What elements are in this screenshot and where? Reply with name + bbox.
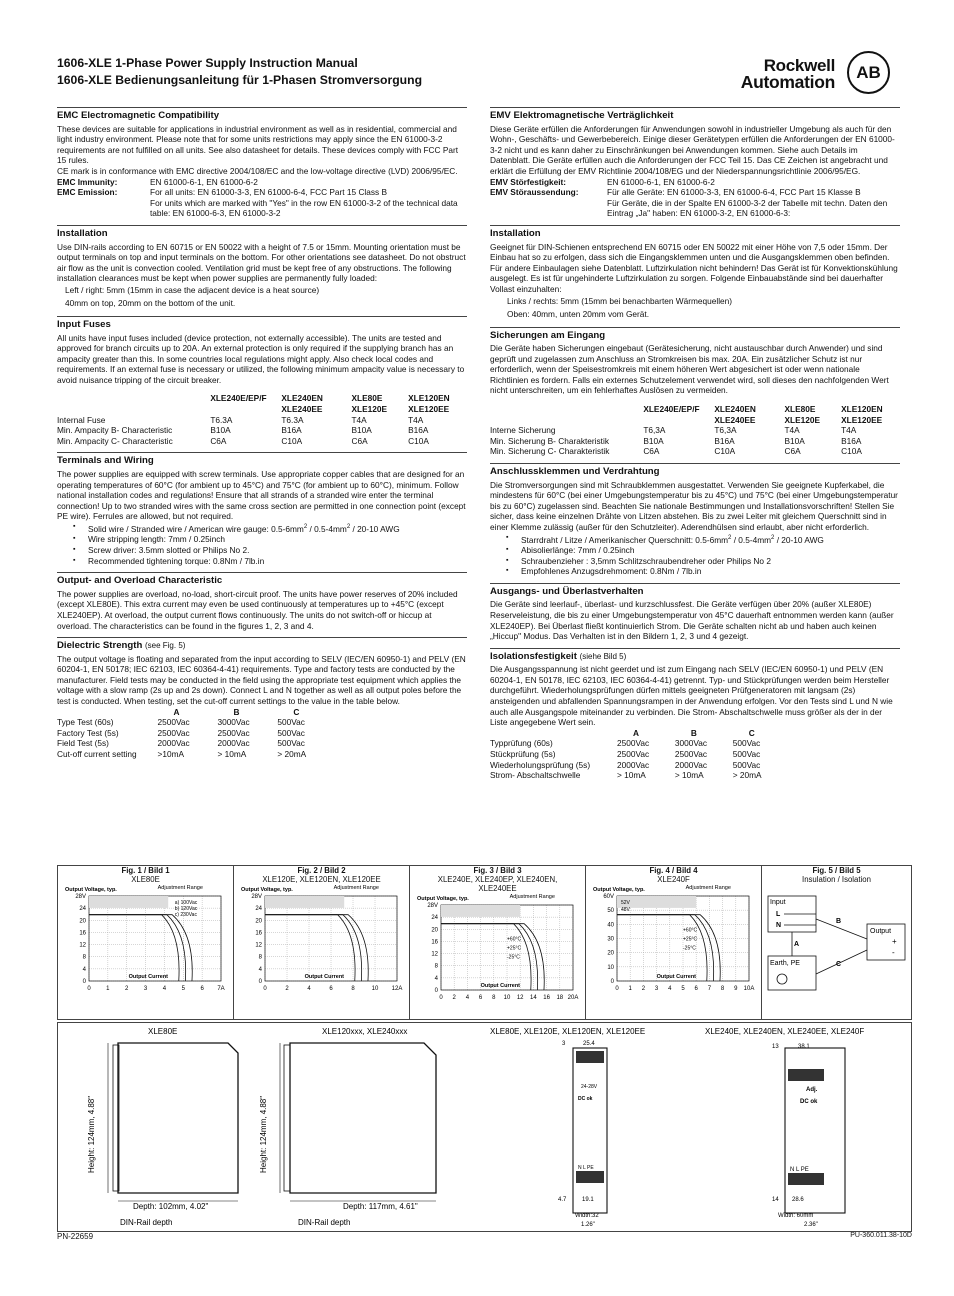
y-tick: 12 [254,942,262,949]
table-cell: 2000Vac [674,759,708,770]
table-cell: C10A [841,446,862,457]
table-cell: B16A [841,435,862,446]
list-item: ▪ Starrdraht / Litze / Amerikanischer Querschnitt: $0.5-6mm^2 / 0.5-4mm^2 / 20-10$ AWG [506,533,900,545]
x-tick: 0 [614,986,619,992]
svg-text:N L PE: N L PE [790,1167,809,1173]
table-header [490,404,643,425]
table-row [490,749,790,760]
table-row [490,446,900,457]
y-tick: 0 [610,979,614,985]
range-label: Adjustment Range [333,885,379,891]
y-axis-label: Output Voltage, typ. [416,896,469,902]
y-tick: 0 [434,988,438,994]
table-cell: > 10mA [617,770,646,781]
table-cell: T6.3A [210,414,233,425]
y-tick: 50 [606,908,614,915]
table-header: XLE120EN XLE120EE [841,404,883,425]
y-tick: 12 [430,951,438,958]
table-header [57,393,210,414]
figure-title: Fig. 4 / Bild 4 [649,866,698,875]
y-tick: 10 [606,964,614,971]
table-header [490,728,617,739]
svg-text:24-28V: 24-28V [581,1084,598,1090]
figure-title: Fig. 2 / Bild 2 [297,866,346,875]
table-cell: C6A [210,435,227,446]
list-item: ▪ Wire stripping length: 7mm / 0.25inch [73,534,467,545]
heading: EMC Electromagnetic Compatibility [57,110,220,121]
section-overload: Output- and Overload Characteristic The power supplies are overload, no-load, short-circuit proof. The units have power reserves of 20% included (except XLE80E). This extra current may even be used continuously at temperatures up to +45°C (except XLE240EP). At overload, the output current flows continuously. The units do not switch-off or hiccup at overload. The characteristics can be found in the figures 1, 2, 3 and 4. [57,572,467,631]
figures-row [57,865,912,1020]
y-axis-label: Output Voltage, typ. [592,887,645,893]
table-row [57,436,467,447]
section-emc: EMC Electromagnetic Compatibility These devices are suitable for applications in industrial environment as well as in residential, commercial and light industry environment. Please note that for some units restrictions may apply since the EN 61000-3-2 requirements are not fulfilled on all units. See also datasheet for details. These devices comply with FCC Part 15 rules. CE mark is in conformance with EMC directive 2004/108/EC and the low-voltage directive (LVD) 2006/95/EC. EMC Immunity: EN 61000-6-1, EN 61000-6-2 EMC Emission: For all units: EN 61000-3-3, EN 61000-6-4, FCC Part 15 Class B For units which are marked with "Yes" in the row EN 61000-3-2 of the technical data table: EN 61000-6-3, EN 61000-3-2 [57,107,467,219]
x-tick: 2 [452,995,456,1001]
svg-text:N L PE: N L PE [578,1165,594,1171]
y-tick: 60V [602,894,614,900]
x-axis-label: Output Current [480,983,520,989]
section-emc: EMV Elektromagnetische Verträglichkeit Diese Geräte erfüllen die Anforderungen für Anwendungen sowohl in industrieller Umgebung als auch für den Wohn-, Geschäfts- und Gewerbebereich. Einige dieser Gerätetypen erfüllen die Anforderungen der EN 61000-3-2 nicht und es kann daher zu Einschränkungen bei Anwendungen kommen. Siehe auch Details im Datenblatt. Die Geräte erfüllen auch die Anforderungen der FCC Teil 15. Das CE Zeichen ist angebracht und erklärt die Erfüllung der EMV Richtlinie 2004/108/EG und der Niederspannungsrichtlinie 2006/95/EG. EMV Störfestigkeit: EN 61000-6-1, EN 61000-6-2 EMV Störaussendung: Für alle Geräte: EN 61000-3-3, EN 61000-6-4, FCC Part 15 Klasse B Für Geräte, die in der Spalte EN 61000-3-2 der Tabelle mit techn. Daten den Eintrag „Ja" haben: EN 61000-3-2, EN 61000-6-3: [490,107,900,219]
x-tick: 6 [694,986,698,992]
title-en: 1606-XLE 1-Phase Power Supply Instruction Manual [57,56,358,70]
dielectric-table [490,728,790,781]
legend-entry: b) 120Vac [174,906,197,912]
x-tick: 18 [555,995,563,1001]
table-cell: C10A [408,435,429,446]
table-cell: 500Vac [732,749,761,760]
table-row [490,436,900,447]
table-cell: Internal Fuse [57,414,106,425]
curve-plot [413,893,583,1013]
table-header: XLE240EN XLE240EE [281,393,323,415]
temperature-label: -25°C [506,954,520,961]
curve-plot [589,884,759,1004]
insulation-diagram [764,884,909,994]
section-installation: Installation Geeignet für DIN-Schienen entsprechend EN 60715 oder EN 50022 mit einer Höhe von 7,5 oder 15mm. Der Einbau hat so zu erfolgen, dass sich die Eingangsklemmen unten und die Ausgangsklemmen oben befinden. Für andere Einbaulagen siehe Datenblatt. Luftzirkulation nicht behindern! Das Gerät ist für Konvektionskühlung ausgelegt. Es ist für ungehinderte Luftzirkulation zu sorgen. Folgende Einbauabstände sind bei dauerhafter Vollast einzuhalten: Links / rechts: 5mm (15mm bei benachbarten Wärmequellen) Oben: 40mm, unten 20mm vom Gerät. [490,225,900,321]
svg-text:N: N [776,922,782,929]
y-tick: 0 [258,979,262,985]
svg-text:2.36": 2.36" [804,1222,818,1228]
table-cell: Type Test (60s) [57,717,114,728]
table-cell: 2500Vac [617,749,650,760]
legend-entry: a) 100Vac [174,900,197,906]
svg-text:Earth, PE: Earth, PE [770,960,800,967]
x-tick: 12A [391,986,402,992]
table-header [57,707,158,718]
section-installation: Installation Use DIN-rails according to EN 60715 or EN 50022 with a height of 7.5 or 15mm. Mounting orientation must be output terminals on top and input terminals on the bottom. For other orientations see datasheet. Do not obstruct air flow as the unit is convection cooled. Ventilation grid must be kept free of any obstructions. The following installation clearances must be kept when power supplies are permanently fully loaded: Left / right: 5mm (15mm in case the adjacent device is a heat source) 40mm on top, 20mm on the bottom of the unit. [57,225,467,310]
figure-3 [410,866,586,1019]
x-axis-label: Output Current [656,974,696,980]
y-tick: 28V [74,894,86,900]
dimension-drawings [57,1022,912,1232]
y-tick: 16 [430,939,438,946]
table-cell: 2500Vac [674,749,708,760]
table-cell: T6,3A [714,425,737,436]
characteristic-curve [441,924,544,990]
x-tick: 3 [654,986,658,992]
y-tick: 20 [606,950,614,957]
y-tick: 20 [254,918,262,925]
table-cell: > 20mA [277,749,307,760]
table-cell: B16A [714,435,735,446]
column-en [57,107,467,766]
table-cell: 500Vac [732,738,761,749]
svg-text:Width: 60mm: Width: 60mm [778,1213,814,1219]
table-cell: B10A [210,425,231,436]
table-cell: Wiederholungsprüfung (5s) [490,759,591,770]
figure-title: Fig. 1 / Bild 1 [121,866,170,875]
table-cell: C10A [281,435,303,446]
characteristic-curve [265,915,368,981]
table-cell: 2000Vac [217,738,250,749]
y-axis-label: Output Voltage, typ. [240,887,293,893]
x-tick: 4 [162,986,166,992]
table-cell: Min. Sicherung C- Charakteristik [490,446,610,457]
y-tick: 28V [426,903,438,909]
svg-text:1.26": 1.26" [581,1222,595,1228]
table-header: B [690,727,697,738]
table-cell: T4A [784,425,800,436]
figure-subtitle: XLE240F [657,875,690,884]
table-row [490,738,790,749]
rockwell-logo: Rockwell Automation [740,56,835,92]
footer-left: PN-22659 [57,1232,94,1241]
table-cell: 2000Vac [157,738,190,749]
svg-text:+: + [892,937,897,946]
legend-entry: c) 230Vac [174,912,197,918]
x-tick: 14 [529,995,537,1001]
characteristic-curve [265,915,362,981]
table-cell: > 20mA [732,770,762,781]
x-tick: 20A [567,995,578,1001]
x-tick: 6 [199,986,204,992]
range-label: Adjustment Range [157,885,203,891]
svg-text:C: C [836,961,842,968]
table-cell: Stückprüfung (5s) [490,749,556,760]
svg-text:-: - [892,948,895,957]
table-cell: > 10mA [217,749,247,760]
x-tick: 8 [491,995,495,1001]
svg-text:4.7: 4.7 [558,1197,567,1203]
temperature-label: +60°C [506,936,521,943]
svg-text:Width:32: Width:32 [575,1213,599,1219]
table-cell: 2500Vac [157,717,190,728]
svg-text:13: 13 [772,1044,779,1050]
table-row [57,728,337,739]
table-header: XLE240E/EP/F [643,404,700,415]
x-tick: 4 [465,995,469,1001]
x-tick: 4 [667,986,671,992]
y-tick: 8 [258,954,262,961]
svg-text:Height: 124mm, 4.88": Height: 124mm, 4.88" [87,1095,96,1173]
table-cell: C6A [643,446,660,457]
x-tick: 12 [516,995,524,1001]
table-header: A [173,706,180,717]
table-cell: Factory Test (5s) [57,727,119,738]
table-header: XLE240E/EP/F [210,393,267,404]
y-axis-label: Output Voltage, typ. [64,887,117,893]
table-cell: C10A [714,446,736,457]
svg-text:14: 14 [772,1197,779,1203]
figure-subtitle: XLE240EE [478,884,517,893]
y-tick: 20 [78,918,86,925]
figure-1 [58,866,234,1019]
x-tick: 10 [503,995,510,1001]
table-cell: 2500Vac [157,727,190,738]
list-item: ▪ Schraubenzieher : 3,5mm Schlitzschraubendreher oder Philips No 2 [506,556,900,567]
section-overload: Ausgangs- und Überlastverhalten Die Geräte sind leerlauf-, überlast- und kurzschlussfest. Die Geräte verfügen über 20% (außer XLE80E) Reserveleistung, die bis zu einer Umgebungstemperatur von 45°C dauerhaft entnommen werden kann (außer XLE240EP). Bei Überlast fließt kontinuierlich Strom. Die Geräte schalten nicht ab und haben auch keinen „Hiccup" Modus. Das Verhalten ist in den Bildern 1, 2, 3 und 4 gezeigt. [490,583,900,642]
paragraph: These devices are suitable for applications in industrial environment as well as in residential, commercial and light industry environment. Please note that for some units restrictions may apply since the EN 61000-3-2 requirements are not fulfilled on all units. See also datasheet for details. These devices comply with FCC Part 15 rules. [57,123,459,166]
svg-text:XLE120xxx, XLE240xxx: XLE120xxx, XLE240xxx [322,1027,408,1036]
figure-title: Fig. 3 / Bild 3 [473,866,522,875]
svg-text:Output: Output [870,928,892,935]
svg-text:DIN-Rail depth: DIN-Rail depth [298,1218,351,1227]
table-row [490,425,900,436]
y-tick: 0 [82,979,86,985]
y-tick: 28V [250,894,262,900]
table-cell: 3000Vac [674,738,708,749]
x-tick: 0 [262,986,267,992]
y-tick: 24 [254,906,262,913]
table-cell: 3000Vac [217,717,250,728]
x-tick: 2 [641,986,645,992]
svg-text:28.6: 28.6 [792,1197,804,1203]
figure-5: Fig. 5 / Bild 5 Insulation / Isolation Input L N Output + - Earth, PE B A C [762,866,911,1019]
table-cell: Min. Sicherung B- Charakteristik [490,435,609,446]
x-axis-label: Output Current [304,974,344,980]
list-item: ▪ Empfohlenes Anzugsdrehmoment: 0.8Nm / 7lb.in [506,566,900,577]
x-tick: 10 [371,986,378,992]
section-terminals: Anschlussklemmen und Verdrahtung Die Stromversorgungen sind mit Schraubklemmen ausgestattet. Verwenden Sie geeignete Kupferkabel, die mindestens für 60°C (bei einer Umgebungstemperatur bis zu 45°C) und 75°C (bei einer Umgebungstemperatur bis zu 60°C) zugelassen sind. Beachten Sie nationale Bestimmungen und Installationsvorschriften! Stellen Sie sicher, dass keine einzelnen Drähte von Litzen abstehen. Bis zu zwei Leiter mit gleichem Querschnitt sind in einer Klemme zulässig (außer für den Schutzleiter). Aderendhülsen sind erlaubt, aber nicht erforderlich. ▪ Starrdraht / Litze / Amerikanischer Querschnitt: $0.5-6mm^2 / 0.5-4mm^2 / 20-10$ AWG ▪ Abisolierlänge: 7mm / 0.25inch ▪ Schraubenzieher : 3,5mm Schlitzschraubendreher oder Philips No 2 ▪ Empfohlenes Anzugsdrehmoment: 0.8Nm / 7lb.in [490,463,900,577]
column-de [490,107,900,787]
figure-4 [586,866,762,1019]
list-item: ▪ Recommended tightening torque: 0.8Nm / 7lb.in [73,556,467,567]
table-cell: 2000Vac [617,759,650,770]
x-tick: 10A [743,986,754,992]
table-header: XLE120EN XLE120EE [408,393,450,415]
table-cell: Field Test (5s) [57,738,109,749]
characteristic-curve [89,915,192,981]
terminal-list [57,522,467,566]
dimension-svg [58,1023,911,1231]
table-cell: C6A [784,446,801,457]
x-tick: 3 [143,986,147,992]
table-cell: 2500Vac [217,727,250,738]
y-tick: 8 [82,954,86,961]
table-cell: 2500Vac [617,738,650,749]
adjustment-band [89,896,168,908]
paragraph: CE mark is in conformance with EMC directive 2004/108/EC and the low-voltage directive (LVD) 2006/95/EC. [57,165,458,176]
characteristic-curve [617,915,720,981]
svg-text:B: B [836,918,842,925]
x-tick: 4 [306,986,311,992]
table-header: XLE240EN XLE240EE [714,404,756,425]
x-tick: 5 [181,986,185,992]
table-cell: B10A [784,435,805,446]
adjustment-band [265,896,344,908]
table-cell: 500Vac [277,727,305,738]
table-row [57,425,467,436]
svg-text:25.4: 25.4 [583,1041,595,1047]
y-tick: 4 [258,966,262,973]
characteristic-curve [265,915,355,981]
table-cell: T4A [351,414,367,425]
range-label: Adjustment Range [685,885,731,891]
y-tick: 30 [606,936,614,943]
table-cell: T4A [408,414,424,425]
characteristic-curve [89,915,179,981]
level-label: 48V [620,907,630,913]
x-tick: 5 [680,986,685,992]
table-row [490,770,790,781]
x-tick: 8 [350,986,355,992]
x-tick: 8 [720,986,724,992]
characteristic-curve [617,915,714,981]
curve-plot [61,884,231,1004]
temperature-label: +25°C [682,936,697,943]
table-row [57,717,337,728]
characteristic-curve [441,924,538,990]
x-tick: 7 [707,986,711,992]
y-tick: 4 [82,966,86,973]
svg-text:XLE240E, XLE240EN, XLE240EE, X: XLE240E, XLE240EN, XLE240EE, XLE240F [705,1027,865,1036]
fuse-table [57,393,467,446]
table-cell: T6,3A [643,425,666,436]
dielectric-table [57,707,337,760]
table-row [490,760,790,771]
y-tick: 8 [434,963,438,970]
svg-text:XLE80E: XLE80E [148,1027,178,1036]
terminal-list [490,533,900,577]
title-de: 1606-XLE Bedienungsanleitung für 1-Phasen Stromversorgung [57,73,423,87]
section-dielectric: Isolationsfestigkeit (siehe Bild 5) Die Ausgangsspannung ist nicht geerdet und ist zum Eingang nach SELV (IEC/EN 60950-1) und PELV (EN 60204-1, EN 50178, IEC 62103, IEC 60364-4-41) getrennt. Typ- und Stückprüfungen werden beim Hersteller durchgeführt. Wiederholungsprüfungen dürfen mittels geeigneten Prüfgeneratoren mit langsam (2s) ansteigenden und abfallenden Spannungsrampen in der Anwendung erfolgen. Vor den Tests sind L und N wie auch alle Ausgangspole miteinander zu verbinden. Die Strom- Abschaltschwelle muss größer als der in der Liste angegebene Wert sein. A B C Typprüfung (60s) 2500Vac 3000Vac 500Vac Stückprüfung (5s) 2500Vac 2500Vac 500Vac Wiederholungsprüfung (5s) 2000Vac 2000Vac 500Vac Strom- Abschaltschwelle > 10mA > 10mA > 20mA [490,648,900,781]
temperature-label: +25°C [506,945,521,952]
table-cell: >10mA [157,749,185,760]
y-tick: 16 [254,930,262,937]
x-tick: 1 [628,986,632,992]
svg-text:Adj.: Adj. [806,1087,818,1093]
y-tick: 40 [606,922,614,929]
svg-text:DIN-Rail depth: DIN-Rail depth [120,1218,173,1227]
svg-text:Depth: 117mm, 4.61": Depth: 117mm, 4.61" [343,1202,418,1211]
table-cell: T4A [841,425,857,436]
list-item: ▪ Solid wire / Stranded wire / American wire gauge: $0.5-6mm^2 / 0.5-4mm^2 / 20-10$ AWG [73,522,467,534]
x-tick: 0 [438,995,443,1001]
x-tick: 6 [328,986,333,992]
adjustment-band [441,905,520,917]
table-cell: B10A [643,435,664,446]
level-label: 52V [620,900,630,906]
svg-text:XLE80E, XLE120E, XLE120EN, XLE: XLE80E, XLE120E, XLE120EN, XLE120EE [490,1027,646,1036]
table-row [57,415,467,426]
svg-text:DC ok: DC ok [800,1099,818,1105]
section-dielectric: Dielectric Strength (see Fig. 5) The output voltage is floating and separated from the input according to SELV (IEC/EN 60950-1) and PELV (EN 60204-1, EN 50178; IEC 62103, IEC 60364-4-41) requirements. Type and factory tests are conducted by the manufacturer. Field tests may be conducted in the field using the appropriate test equipment which applies the voltage with a slow ramp (2s up and 2s down). Connect L and N together as well as all output poles before the test is conducted. When testing, set the cut-off current settings to the value in the table below. A B C Type Test (60s) 2500Vac 3000Vac 500Vac Factory Test (5s) 2500Vac 2500Vac 500Vac Field Test (5s) 2000Vac 2000Vac 500Vac Cut-off current setting >10mA > 10mA > 20mA [57,637,467,760]
curve-plot [237,884,407,1004]
x-tick: 16 [542,995,550,1001]
table-cell: B16A [408,425,429,436]
table-header: A [633,727,640,738]
y-tick: 20 [430,927,438,934]
table-header: B [233,706,240,717]
plot-frame [89,896,221,981]
fuse-table [490,404,900,457]
x-tick: 0 [86,986,91,992]
table-cell: Cut-off current setting [57,749,137,760]
table-cell: 500Vac [732,759,761,770]
svg-text:A: A [794,941,800,948]
table-cell: B10A [351,425,372,436]
x-tick: 1 [105,986,110,992]
ab-logo: AB [847,51,890,94]
y-tick: 12 [78,942,86,949]
table-row [57,738,337,749]
table-cell: Min. Ampacity B- Characteristic [57,425,173,436]
y-tick: 24 [430,915,438,922]
svg-text:3: 3 [562,1041,566,1047]
table-cell: Min. Ampacity C- Characteristic [57,435,173,446]
characteristic-curve [89,915,186,981]
section-fuses: Input Fuses All units have input fuses included (device protection, not externally accessible). The units are tested and approved for branch circuits up to 20A. An external protection is only required if the supplying branch has an ampacity greater than this. In some countries local regulations might apply. Also check local codes and requirements. If an external fuse is necessary or utilized, the following minimum ampacity value is necessary to avoid nuisance tripping of the circuit breaker. XLE240E/EP/F XLE240EN XLE240EE XLE80E XLE120E XLE120EN XLE120EE Internal Fuse T6.3A T6.3A T4A T4A Min. Ampacity B- Characteristic B10A B16A B10A B16A Min. Ampacity C- Characteristic C6A C10A C6A C10A [57,316,467,447]
section-terminals: Terminals and Wiring The power supplies are equipped with screw terminals. Use appropriate copper cables that are designed for an operating temperatures of 60°C (for ambient up to 45°C) and 75°C (for ambient up to 60°C), minimum. Follow national installation codes and regulations! Ensure that all strands of a stranded wire enter the terminal connection! Up to two stranded wires with the same cross section are permitted in one connection point (except PE wire). Ferrules are allowed, but not required. ▪ Solid wire / Stranded wire / American wire gauge: $0.5-6mm^2 / 0.5-4mm^2 / 20-10$ AWG ▪ Wire stripping length: 7mm / 0.25inch ▪ Screw driver: 3.5mm slotted or Philips No 2. ▪ Recommended tightening torque: 0.8Nm / 7lb.in [57,452,467,566]
table-cell: B16A [281,425,302,436]
table-cell: Strom- Abschaltschwelle [490,770,581,781]
section-fuses: Sicherungen am Eingang Die Geräte haben Sicherungen eingebaut (Gerätesicherung, nicht austauschbar durch Anwender) und sind geprüft und zugelassen zum Anschluss an Stromkreisen bis max. 20A. Ein zusätzlicher Schutz ist nur erforderlich, wenn der Speisestromkreis mit einem höheren Wert abgesichert ist oder wenn nationale Richtlinien es fordern. Falls ein externes Schutzelement verwendet wird, soll dieses den nachfolgenden Wert nicht unterschreiten, um ein fehlerhaftes Auslösen zu vermeiden. XLE240E/EP/F XLE240EN XLE240EE XLE80E XLE120E XLE120EN XLE120EE Interne Sicherung T6,3A T6,3A T4A T4A Min. Sicherung B- Charakteristik B10A B16A B10A B16A Min. Sicherung C- Charakteristik C6A C10A C6A C10A [490,327,900,458]
svg-text:Input: Input [770,899,786,906]
y-tick: 24 [78,906,86,913]
temperature-label: -25°C [682,945,696,952]
table-header: XLE80E XLE120E [351,393,387,415]
figure-subtitle: XLE80E [131,875,160,884]
table-cell: > 10mA [674,770,704,781]
svg-text:38.1: 38.1 [798,1044,810,1050]
x-tick: 7A [216,986,225,992]
table-cell: C6A [351,435,368,446]
figure-subtitle: XLE240E, XLE240EP, XLE240EN, [437,875,558,884]
x-axis-label: Output Current [128,974,168,980]
list-item: ▪ Abisolierlänge: 7mm / 0.25inch [506,545,900,556]
temperature-label: +60°C [682,927,697,934]
table-header: XLE80E XLE120E [784,404,820,425]
table-cell: 500Vac [277,738,305,749]
table-cell: 500Vac [277,717,305,728]
list-item: ▪ Screw driver: 3.5mm slotted or Philips No 2. [73,545,467,556]
svg-text:DC ok: DC ok [578,1096,593,1102]
table-header: C [748,727,755,738]
svg-text:19.1: 19.1 [582,1197,594,1203]
x-tick: 2 [284,986,289,992]
figure-subtitle: XLE120E, XLE120EN, XLE120EE [262,875,381,884]
range-label: Adjustment Range [509,894,555,900]
footer-right: PU-360.011.38-10D [850,1232,912,1239]
table-row [57,749,337,760]
table-cell: T6.3A [281,414,304,425]
y-tick: 16 [78,930,86,937]
figure-2 [234,866,410,1019]
svg-text:Height: 124mm, 4.88": Height: 124mm, 4.88" [259,1095,268,1173]
x-tick: 2 [124,986,128,992]
y-tick: 4 [434,975,438,982]
svg-text:Depth: 102mm, 4.02": Depth: 102mm, 4.02" [133,1202,209,1211]
x-tick: 6 [478,995,482,1001]
x-tick: 9 [733,986,737,992]
table-cell: Interne Sicherung [490,425,556,436]
table-cell: Typprüfung (60s) [490,738,553,749]
svg-text:L: L [776,911,781,918]
table-header: C [293,706,300,717]
